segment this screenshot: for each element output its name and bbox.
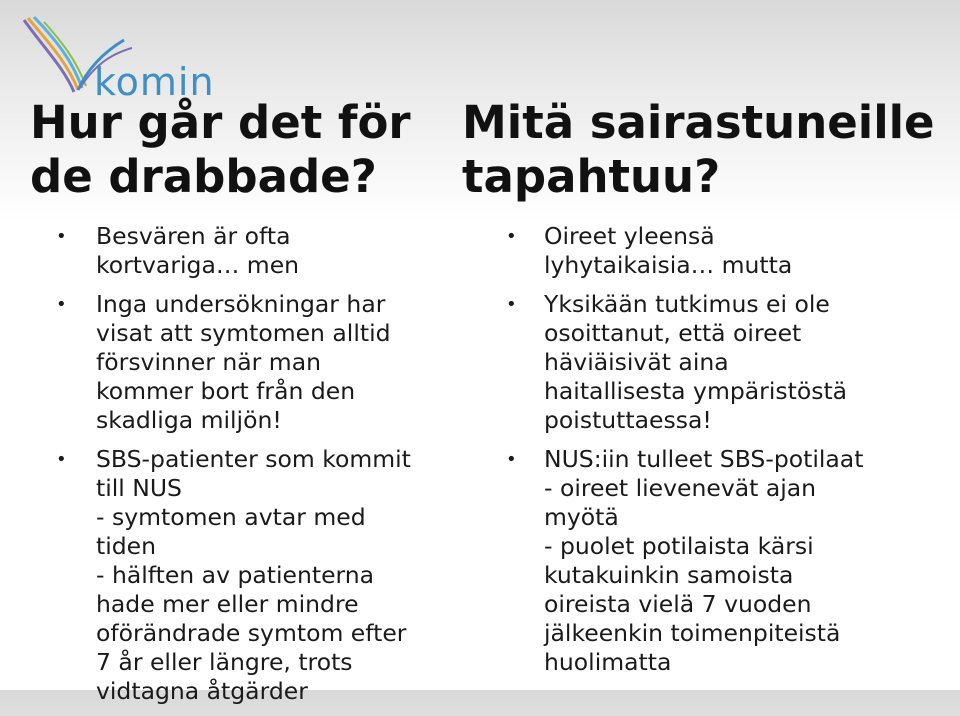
list-item-text: NUS:iin tulleet SBS-potilaat - oireet lievenevät ajan myötä - puolet potilaista kärsi kutakuinkin samoista oireista vielä 7 vuoden jälkeenkin toimenpiteistä huolimatta xyxy=(544,445,864,676)
bullet-icon: • xyxy=(56,226,67,247)
finnish-column xyxy=(462,96,960,687)
list-item-text: Yksikään tutkimus ei ole osoittanut, että oireet häviäisivät aina haitallisesta ympäristöstä poistuttaessa! xyxy=(544,290,848,434)
list-item-text: Oireet yleensä lyhytaikaisia… mutta xyxy=(544,222,793,279)
finnish-bullet-list xyxy=(462,222,960,677)
bullet-icon: • xyxy=(506,294,517,315)
logo-text: komin xyxy=(94,60,215,104)
bullet-icon: • xyxy=(56,449,67,470)
finnish-title: Mitä sairastuneille tapahtuu? xyxy=(462,96,935,203)
list-item xyxy=(462,222,960,280)
list-item-text: Inga undersökningar har visat att symtomen alltid försvinner när man kommer bort från den skadliga miljön! xyxy=(96,290,391,434)
bullet-icon: • xyxy=(506,449,517,470)
bullet-icon: • xyxy=(506,226,517,247)
list-item xyxy=(462,445,960,677)
list-item-text: SBS-patienter som kommit till NUS - symtomen avtar med tiden - hälften av patienterna hade mer eller mindre oförändrade symtom efter 7 år eller längre, trots vidtagna åtgärder xyxy=(96,445,411,705)
list-item xyxy=(30,222,450,280)
swedish-column xyxy=(30,96,450,716)
komin-logo xyxy=(14,8,215,104)
list-item xyxy=(30,290,450,435)
swedish-bullet-list xyxy=(30,222,450,706)
bullet-icon: • xyxy=(56,294,67,315)
list-item-text: Besvären är ofta kortvariga… men xyxy=(96,222,300,279)
list-item xyxy=(462,290,960,435)
list-item xyxy=(30,445,450,706)
swedish-title: Hur går det för de drabbade? xyxy=(30,96,411,203)
